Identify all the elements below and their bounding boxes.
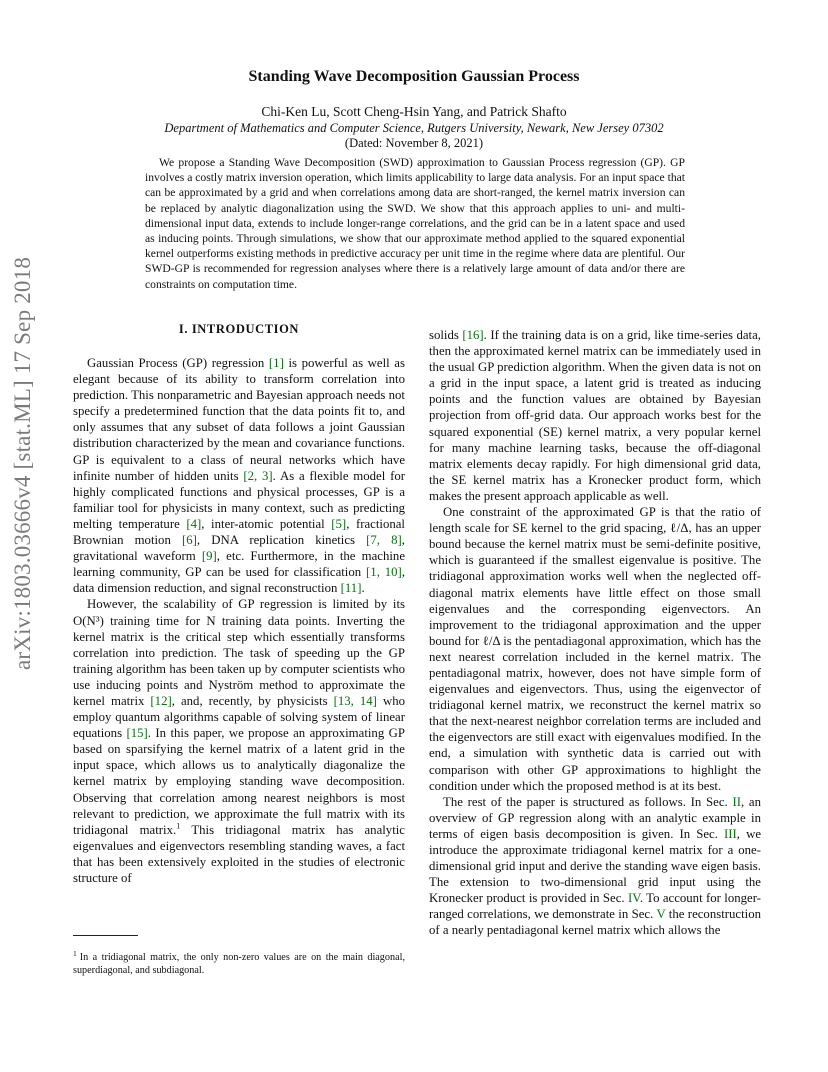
text-run: However, the scalability of GP regression is limited by its O(N³) training time for N training data points. Inverting the kernel matrix is the critical step which essentially transforms correlation into prediction. The task of speeding up the GP training algorithm has been taken up by computer scientists who use inducing points and Nyström method to approximate the kernel matrix — [73, 597, 405, 708]
text-run: , fractional Brownian motion — [73, 516, 405, 548]
text-run: This tridiagonal matrix has analytic eigenvalues and eigenvectors resembling standing waves, a fact that has been extensively exploited in the studies of electronic structure of — [73, 822, 405, 885]
citation-link[interactable]: [1, 10] — [366, 565, 402, 580]
citation-link[interactable]: [7, 8] — [366, 533, 402, 548]
author-list: Chi-Ken Lu, Scott Cheng-Hsin Yang, and Patrick Shafto — [261, 104, 567, 119]
citation-link[interactable]: [5] — [331, 516, 347, 531]
text-run: . To account for longer-ranged correlations, we demonstrate in Sec. — [429, 891, 761, 922]
text-run: . In this paper, we propose an approximating GP based on sparsifying the kernel matrix of a latent grid in the input space, which allows us to analytically diagonalize the kernel matrix by employing standing wave decomposition. Observing that correlation among nearest neighbors is most relevant to prediction, we approximate the full matrix with its tridiagonal matrix. — [73, 726, 405, 837]
citation-link[interactable]: [2, 3] — [243, 468, 273, 483]
text-run: , gravitational waveform — [73, 533, 405, 564]
text-run: , and, recently, by physicists — [171, 693, 334, 708]
citation-link[interactable]: [15] — [126, 726, 148, 741]
citation-link[interactable]: [13, 14] — [333, 693, 377, 708]
text-run: who employ quantum algorithms capable of solving system of linear equations — [73, 693, 405, 741]
text-run: One constraint of the approximated GP is that the ratio of length scale for SE kernel to the grid spacing, ℓ/Δ, has an upper bound because the kernel matrix must be semi-definite positive, which is guaranteed if the smallest eigenvalue is positive. The tridiagonal approximation works well when the neglected off-diagonal matrix elements have little effect on those small eigenvalues and the corresponding eigenvectors. An improvement to the tridiagonal approximation and the upper bound for ℓ/Δ is the pentadiagonal approximation, which has the next nearest correlation included in the kernel matrix. The pentadiagonal matrix, however, does not have simple form of eigenvalues and eigenvectors. Thus, using the eigenvector of tridiagonal kernel matrix, we reconstruct the kernel matrix so that the next-nearest neighbor correlation terms are included and the eigenvectors are still exact with eigenvalues modified. In the end, a simulation with synthetic data is carried out with comparison with other GP approximations to highlight the condition under which the proposed method is at its best. — [429, 505, 761, 793]
abstract: We propose a Standing Wave Decomposition (SWD) approximation to Gaussian Process regression (GP). GP involves a costly matrix inversion operation, which limits applicability to large data analysis. For an input space that can be approximated by a grid and when correlations among data are short-ranged, the kernel matrix inversion can be replaced by analytic diagonalization using the SWD. We show that this approach applies to uni- and multi-dimensional input data, extends to include longer-range correlations, and the grid can be in a latent space and used as inducing points. Through simulations, we show that our approximate method applied to the squared exponential kernel outperforms existing methods in predictive accuracy per unit time in the regime where data are plentiful. Our SWD-GP is recommended for regression analyses where there is a relatively large amount of data and/or there are constraints on computation time. — [145, 156, 685, 291]
paper-title: Standing Wave Decomposition Gaussian Process — [248, 68, 580, 85]
arxiv-stamp-text: arXiv:1803.03666v4 [stat.ML] 17 Sep 2018 — [10, 256, 35, 670]
text-run: Gaussian Process (GP) regression — [87, 356, 269, 370]
intro-paragraph-5 — [429, 794, 761, 939]
date-line: (Dated: November 8, 2021) — [344, 136, 484, 150]
citation-link[interactable]: [12] — [150, 693, 172, 708]
section-heading-introduction: I. INTRODUCTION — [178, 322, 300, 336]
affiliation: Department of Mathematics and Computer Science, Rutgers University, Newark, New Jersey 07302 — [164, 121, 664, 135]
footnote — [73, 948, 405, 977]
text-run: , inter-atomic potential — [201, 516, 332, 531]
citation-link[interactable]: V — [656, 907, 666, 922]
text-run: . — [361, 581, 365, 596]
text-run: The rest of the paper is structured as follows. In Sec. — [443, 794, 733, 809]
footnote-number: 1 — [73, 948, 77, 958]
left-column — [73, 322, 405, 886]
footnote-marker[interactable]: 1 — [176, 820, 181, 831]
citation-link[interactable]: [16] — [462, 328, 484, 342]
text-run: . If the training data is on a grid, like time-series data, then the approximated kernel matrix can be immediately used in the usual GP prediction algorithm. When the given data is not on a grid in the input space, a latent grid is treated as inducing points and the function values are obtained by Bayesian projection from off-grid data. Our approach works best for the squared exponential (SE) kernel matrix, a very popular kernel for many machine learning tasks, because the off-diagonal matrix elements decay rapidly. For high dimensional grid data, the SE kernel matrix has a Kronecker product form, which makes the present approach applicable as well. — [429, 328, 761, 503]
citation-link[interactable]: III — [724, 826, 737, 841]
right-column — [429, 327, 761, 939]
arxiv-identifier-stamp[interactable] — [10, 256, 42, 670]
citation-link[interactable]: [6] — [181, 533, 197, 548]
citation-link[interactable]: II — [732, 794, 741, 809]
text-run: , we introduce the approximate tridiagonal kernel matrix for a one-dimensional grid input and derive the standing wave eigen basis. The extension to two-dimensional grid input using the Kronecker product is provided in Sec. — [429, 826, 761, 906]
text-run: the reconstruction of a nearly pentadiagonal kernel matrix which allows the — [429, 907, 762, 938]
citation-link[interactable]: [9] — [201, 549, 217, 564]
text-run: , an overview of GP regression along with an analytic example in terms of eigen basis decomposition is given. In Sec. — [429, 794, 761, 841]
citation-link[interactable]: [4] — [186, 516, 202, 531]
text-run: , etc. Furthermore, in the machine learning community, GP can be used for classification — [73, 549, 405, 580]
intro-paragraph-3 — [429, 327, 761, 504]
footnote-text: In a tridiagonal matrix, the only non-zero values are on the main diagonal, superdiagonal, and subdiagonal. — [73, 952, 405, 976]
citation-link[interactable]: [1] — [268, 356, 284, 370]
intro-paragraph-2 — [73, 596, 405, 886]
text-run: solids — [429, 328, 463, 342]
intro-paragraph-1 — [73, 355, 405, 596]
text-run: , DNA replication kinetics — [196, 533, 367, 548]
text-run: is powerful as well as elegant because of its ability to transform correlation into prediction. This nonparametric and Bayesian approach needs not specify a predetermined function that the data points fit to, and only assumes that any subset of data follows a joint Gaussian distribution characterized by the mean and covariance functions. GP is equivalent to a class of neural networks which have infinite number of hidden units — [73, 356, 405, 483]
footnote-divider — [73, 935, 138, 936]
citation-link[interactable]: IV — [627, 891, 640, 906]
intro-paragraph-4 — [429, 504, 761, 794]
text-run: . As a flexible model for highly complicated functions and physical processes, GP is a familiar tool for physicists in many context, such as predicting melting temperature — [73, 468, 405, 531]
citation-link[interactable]: [11] — [340, 581, 362, 596]
text-run: , data dimension reduction, and signal reconstruction — [73, 565, 406, 596]
